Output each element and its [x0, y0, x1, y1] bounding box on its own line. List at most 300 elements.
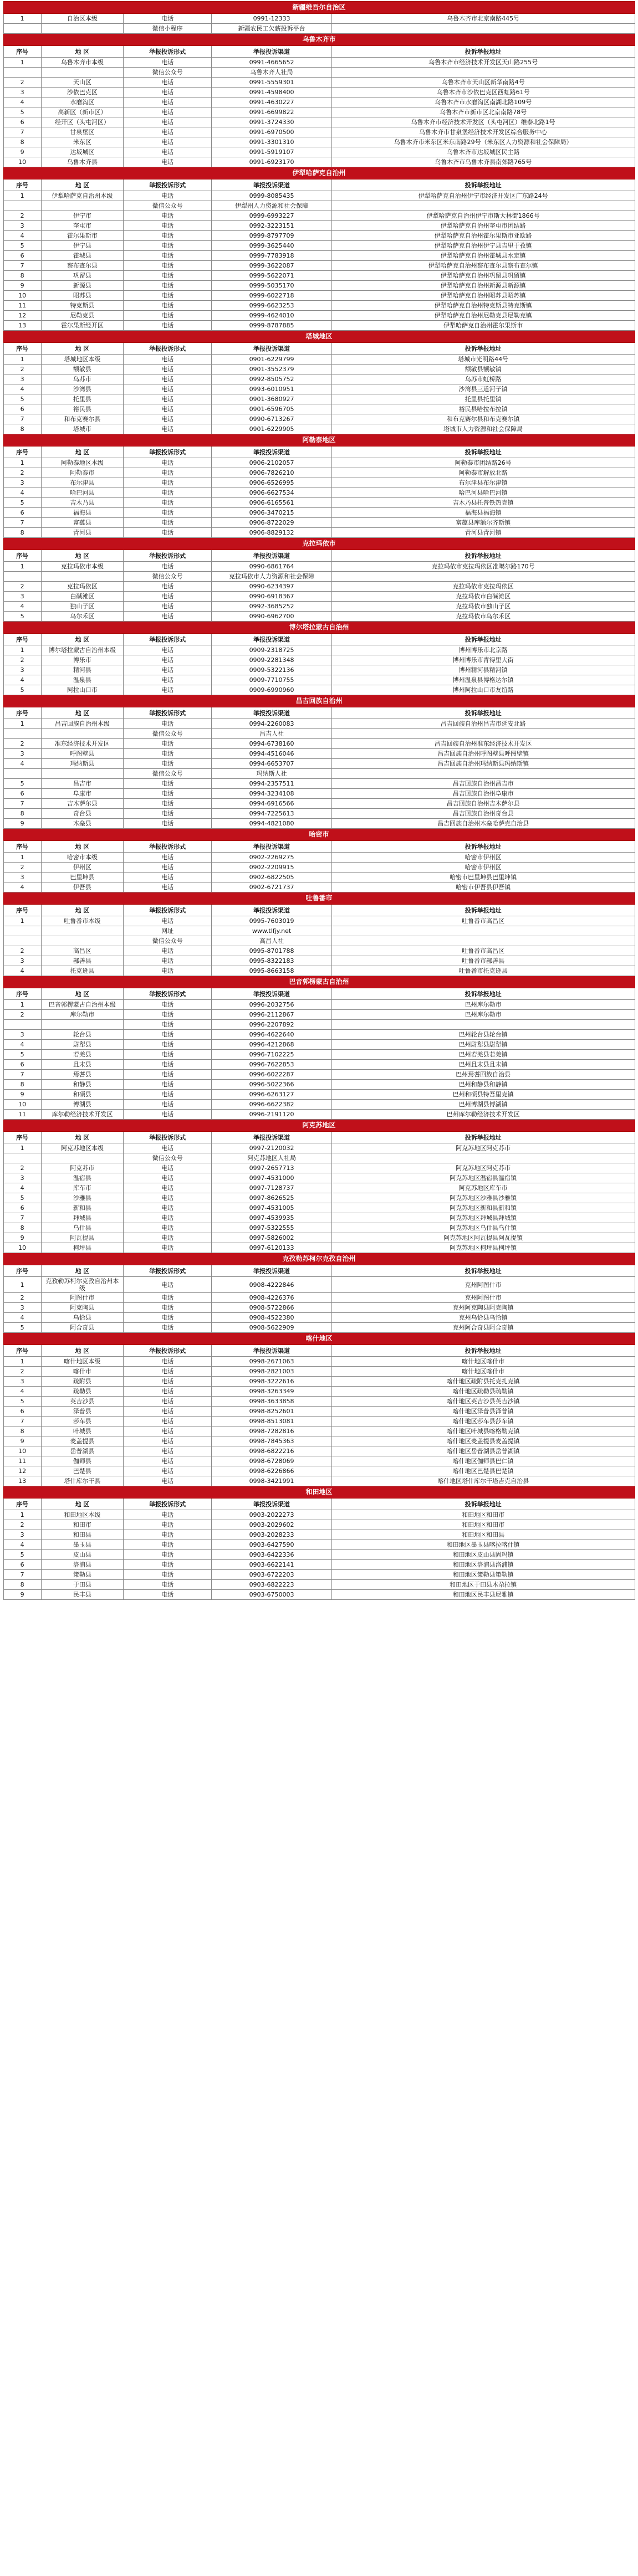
region-name-cell: 克拉玛依区: [41, 582, 123, 592]
channel-type-cell: 电话: [123, 1213, 211, 1223]
complaint-address-cell: 克州阿图什市: [331, 1293, 635, 1303]
table-row: [3, 321, 635, 331]
channel-value-cell: 0993-6010951: [212, 384, 331, 394]
region-name-cell: 喀什地区本级: [41, 1357, 123, 1367]
header-row: [3, 1132, 635, 1143]
column-header-region-name: 地 区: [41, 1345, 123, 1357]
channel-type-cell: 电话: [123, 1010, 211, 1020]
row-number-cell: 8: [3, 1426, 41, 1436]
channel-value-cell: 0999-5035170: [212, 281, 331, 291]
complaint-address-cell: 阿克苏地区乌什县乌什镇: [331, 1223, 635, 1233]
channel-type-cell: 电话: [123, 1520, 211, 1530]
table-row: [3, 1040, 635, 1050]
region-name-cell: 博乐市: [41, 655, 123, 665]
row-number-cell: 6: [3, 117, 41, 127]
table-row: [3, 582, 635, 592]
region-name-cell: 新和县: [41, 1203, 123, 1213]
complaint-address-cell: 和田地区洛浦县洛浦镇: [331, 1560, 635, 1570]
complaint-address-cell: 哈密市巴里坤县巴里坤镇: [331, 873, 635, 882]
channel-type-cell: 电话: [123, 592, 211, 602]
channel-type-cell: 电话: [123, 739, 211, 749]
channel-value-cell: 0991-3724330: [212, 117, 331, 127]
channel-type-cell: 电话: [123, 1387, 211, 1397]
channel-value-cell: 0998-3263349: [212, 1387, 331, 1397]
channel-type-cell: 电话: [123, 1397, 211, 1407]
region-name-cell: 和田县: [41, 1530, 123, 1540]
table-row: [3, 107, 635, 117]
column-header-channel-value: 举报投诉渠道: [212, 179, 331, 191]
channel-type-cell: 电话: [123, 863, 211, 873]
header-row: [3, 841, 635, 853]
channel-type-cell: 电话: [123, 251, 211, 261]
region-name-cell: 阿瓦提县: [41, 1233, 123, 1243]
region-name-cell: 泽普县: [41, 1407, 123, 1417]
table-row: [3, 127, 635, 137]
column-header-channel-value: 举报投诉渠道: [212, 1345, 331, 1357]
complaint-address-cell: 昌吉回族自治州木垒哈萨克自治县: [331, 819, 635, 829]
row-number-cell: 2: [3, 1520, 41, 1530]
channel-type-cell: 电话: [123, 582, 211, 592]
channel-type-cell: 电话: [123, 88, 211, 98]
complaint-address-cell: 昌吉回族自治州准东经济技术开发区: [331, 739, 635, 749]
region-name-cell: [41, 68, 123, 78]
channel-type-cell: 电话: [123, 759, 211, 769]
row-number-cell: 10: [3, 1243, 41, 1253]
channel-type-cell: 电话: [123, 1466, 211, 1476]
row-number-cell: 3: [3, 88, 41, 98]
channel-type-cell: 电话: [123, 1030, 211, 1040]
channel-value-cell: 0995-7603019: [212, 916, 331, 926]
table-row: [3, 374, 635, 384]
column-header-region-name: 地 区: [41, 988, 123, 1000]
table-row: [3, 572, 635, 582]
region-name-cell: 阿勒泰市: [41, 468, 123, 478]
column-header-region-name: 地 区: [41, 1499, 123, 1510]
region-name-cell: 岳普湖县: [41, 1446, 123, 1456]
channel-value-cell: 0996-2032756: [212, 1000, 331, 1010]
complaint-address-cell: 阿克苏地区拜城县拜城镇: [331, 1213, 635, 1223]
region-name-cell: 高新区（新市区）: [41, 107, 123, 117]
row-number-cell: 10: [3, 291, 41, 301]
header-row: [3, 343, 635, 355]
region-name-cell: 阿拉山口市: [41, 685, 123, 695]
channel-type-cell: 电话: [123, 365, 211, 374]
channel-type-cell: 电话: [123, 221, 211, 231]
region-name-cell: 自治区本级: [41, 14, 123, 24]
table-row: [3, 655, 635, 665]
channel-value-cell: 0906-3470215: [212, 508, 331, 518]
channel-type-cell: 电话: [123, 562, 211, 572]
channel-type-cell: 电话: [123, 127, 211, 137]
row-number-cell: 2: [3, 1293, 41, 1303]
table-row: [3, 301, 635, 311]
table-row: [3, 592, 635, 602]
complaint-address-cell: 乌鲁木齐市新市区北京南路78号: [331, 107, 635, 117]
section-title-row: [3, 538, 635, 550]
header-row: [3, 988, 635, 1000]
complaint-address-cell: 青河县青河镇: [331, 528, 635, 538]
complaint-address-cell: 阿克苏地区温宿县温宿镇: [331, 1173, 635, 1183]
header-row: [3, 1499, 635, 1510]
region-name-cell: 高昌区: [41, 946, 123, 956]
region-name-cell: 喀什市: [41, 1367, 123, 1377]
region-name-cell: 霍尔果斯市: [41, 231, 123, 241]
row-number-cell: 2: [3, 863, 41, 873]
channel-type-cell: 电话: [123, 956, 211, 966]
row-number-cell: 2: [3, 1010, 41, 1020]
column-header-channel-value: 举报投诉渠道: [212, 1499, 331, 1510]
row-number-cell: 7: [3, 518, 41, 528]
header-row: [3, 179, 635, 191]
channel-value-cell: 0994-6738160: [212, 739, 331, 749]
region-name-cell: 哈巴河县: [41, 488, 123, 498]
region-name-cell: 玛纳斯县: [41, 759, 123, 769]
complaint-address-cell: 阿克苏地区新和县新和镇: [331, 1203, 635, 1213]
region-name-cell: 阿图什市: [41, 1293, 123, 1303]
channel-value-cell: 0998-7845363: [212, 1436, 331, 1446]
channel-value-cell: 0908-5722866: [212, 1303, 331, 1313]
section-title-row: [3, 976, 635, 988]
row-number-cell: 1: [3, 1000, 41, 1010]
table-row: [3, 1560, 635, 1570]
section-title-row: [3, 34, 635, 46]
channel-value-cell: 0997-4531000: [212, 1173, 331, 1183]
channel-type-cell: 电话: [123, 191, 211, 201]
channel-type-cell: 电话: [123, 779, 211, 789]
column-header-row-number: 序号: [3, 634, 41, 645]
channel-value-cell: 0991-4630227: [212, 98, 331, 107]
channel-type-cell: 电话: [123, 1426, 211, 1436]
complaint-address-cell: 伊犁哈萨克自治州伊宁市斯大林街1866号: [331, 211, 635, 221]
channel-value-cell: 0995-8663158: [212, 966, 331, 976]
region-name-cell: 额敏县: [41, 365, 123, 374]
region-name-cell: [41, 926, 123, 936]
channel-type-cell: 电话: [123, 1436, 211, 1446]
column-header-channel-type: 举报投诉形式: [123, 1265, 211, 1277]
row-number-cell: 6: [3, 1203, 41, 1213]
section-title: 阿克苏地区: [3, 1120, 635, 1132]
row-number-cell: 1: [3, 1357, 41, 1367]
complaint-address-cell: 博州阿拉山口市友谊路: [331, 685, 635, 695]
region-name-cell: 伊宁县: [41, 241, 123, 251]
row-number-cell: 5: [3, 1397, 41, 1407]
row-number-cell: 7: [3, 261, 41, 271]
region-name-cell: 克孜勒苏柯尔克孜自治州本级: [41, 1277, 123, 1293]
complaint-channels-table: [3, 1, 635, 1600]
table-row: [3, 946, 635, 956]
row-number-cell: 3: [3, 374, 41, 384]
region-name-cell: 于田县: [41, 1580, 123, 1590]
table-row: [3, 291, 635, 301]
table-row: [3, 221, 635, 231]
complaint-address-cell: [331, 572, 635, 582]
complaint-address-cell: 喀什地区莎车县莎车镇: [331, 1417, 635, 1426]
table-row: [3, 1000, 635, 1010]
section-title-row: [3, 167, 635, 179]
region-name-cell: 吉木乃县: [41, 498, 123, 508]
region-name-cell: 乌鲁木齐县: [41, 157, 123, 167]
channel-value-cell: 0996-5022366: [212, 1080, 331, 1090]
row-number-cell: 9: [3, 281, 41, 291]
complaint-address-cell: 吐鲁番市鄯善县: [331, 956, 635, 966]
table-row: [3, 211, 635, 221]
complaint-address-cell: 福海县福海镇: [331, 508, 635, 518]
channel-type-cell: 电话: [123, 157, 211, 167]
row-number-cell: 2: [3, 739, 41, 749]
row-number-cell: [3, 769, 41, 779]
column-header-channel-type: 举报投诉形式: [123, 447, 211, 458]
complaint-address-cell: 博州精河县精河镇: [331, 665, 635, 675]
channel-value-cell: 0997-5322555: [212, 1223, 331, 1233]
row-number-cell: 10: [3, 1446, 41, 1456]
table-row: [3, 1277, 635, 1293]
column-header-channel-value: 举报投诉渠道: [212, 343, 331, 355]
complaint-address-cell: 伊犁哈萨克自治州霍尔果斯市亚欧路: [331, 231, 635, 241]
column-header-channel-value: 举报投诉渠道: [212, 707, 331, 719]
table-row: [3, 1050, 635, 1060]
row-number-cell: 1: [3, 853, 41, 863]
channel-value-cell: 0991-5559301: [212, 78, 331, 88]
header-row: [3, 707, 635, 719]
complaint-address-cell: 伊犁哈萨克自治州霍尔果斯市: [331, 321, 635, 331]
channel-value-cell: 0998-3421991: [212, 1476, 331, 1486]
channel-type-cell: 电话: [123, 468, 211, 478]
channel-type-cell: 电话: [123, 1456, 211, 1466]
section-title-row: [3, 1253, 635, 1265]
column-header-row-number: 序号: [3, 841, 41, 853]
channel-value-cell: 0906-8829132: [212, 528, 331, 538]
column-header-region-name: 地 区: [41, 179, 123, 191]
channel-value-cell: 0997-7128737: [212, 1183, 331, 1193]
row-number-cell: 1: [3, 1510, 41, 1520]
column-header-complaint-address: 投诉举报地址: [331, 634, 635, 645]
region-name-cell: 霍城县: [41, 251, 123, 261]
section-title-row: [3, 622, 635, 634]
region-name-cell: 若羌县: [41, 1050, 123, 1060]
table-row: [3, 1213, 635, 1223]
complaint-address-cell: 阿勒泰市团结路26号: [331, 458, 635, 468]
section-title: 乌鲁木齐市: [3, 34, 635, 46]
channel-type-cell: 电话: [123, 882, 211, 892]
region-name-cell: 裕民县: [41, 404, 123, 414]
channel-value-cell: 0999-6993227: [212, 211, 331, 221]
section-title: 巴音郭楞蒙古自治州: [3, 976, 635, 988]
region-name-cell: 特克斯县: [41, 301, 123, 311]
channel-value-cell: 昌吉人社: [212, 729, 331, 739]
channel-type-cell: 电话: [123, 1367, 211, 1377]
channel-type-cell: 电话: [123, 404, 211, 414]
column-header-channel-value: 举报投诉渠道: [212, 905, 331, 916]
region-name-cell: 乌尔禾区: [41, 612, 123, 622]
region-name-cell: 墨玉县: [41, 1540, 123, 1550]
column-header-channel-value: 举报投诉渠道: [212, 1132, 331, 1143]
section-title-row: [3, 829, 635, 841]
table-row: [3, 645, 635, 655]
complaint-address-cell: 额敏县额敏镇: [331, 365, 635, 374]
table-row: [3, 1293, 635, 1303]
column-header-channel-value: 举报投诉渠道: [212, 988, 331, 1000]
complaint-address-cell: 伊犁哈萨克自治州尼勒克县尼勒克镇: [331, 311, 635, 321]
channel-type-cell: 电话: [123, 853, 211, 863]
table-row: [3, 685, 635, 695]
channel-value-cell: 0994-3234108: [212, 789, 331, 799]
column-header-row-number: 序号: [3, 1499, 41, 1510]
header-row: [3, 905, 635, 916]
complaint-address-cell: 喀什地区麦盖提县麦盖提镇: [331, 1436, 635, 1446]
channel-type-cell: 电话: [123, 528, 211, 538]
channel-type-cell: 电话: [123, 374, 211, 384]
table-row: [3, 137, 635, 147]
row-number-cell: 1: [3, 562, 41, 572]
complaint-address-cell: 巴州若羌县若羌镇: [331, 1050, 635, 1060]
table-row: [3, 809, 635, 819]
section-title-row: [3, 434, 635, 447]
table-row: [3, 518, 635, 528]
complaint-address-cell: 乌鲁木齐市天山区新华南路4号: [331, 78, 635, 88]
row-number-cell: 3: [3, 1030, 41, 1040]
channel-type-cell: 网址: [123, 926, 211, 936]
region-name-cell: 莎车县: [41, 1417, 123, 1426]
region-name-cell: 库尔勒经济技术开发区: [41, 1110, 123, 1120]
region-name-cell: 托克逊县: [41, 966, 123, 976]
channel-type-cell: 电话: [123, 1050, 211, 1060]
channel-value-cell: 0901-6229799: [212, 355, 331, 365]
complaint-address-cell: 克州阿图什市: [331, 1277, 635, 1293]
row-number-cell: [3, 936, 41, 946]
complaint-address-cell: 托里县托里镇: [331, 394, 635, 404]
table-row: [3, 926, 635, 936]
channel-value-cell: 玛纳斯人社: [212, 769, 331, 779]
region-name-cell: [41, 201, 123, 211]
region-name-cell: 达坂城区: [41, 147, 123, 157]
row-number-cell: 10: [3, 157, 41, 167]
channel-type-cell: 电话: [123, 261, 211, 271]
region-name-cell: 阿克苏地区本级: [41, 1143, 123, 1153]
region-name-cell: 尼勒克县: [41, 311, 123, 321]
channel-value-cell: 0990-6234397: [212, 582, 331, 592]
row-number-cell: 4: [3, 1387, 41, 1397]
table-row: [3, 508, 635, 518]
table-row: [3, 1456, 635, 1466]
column-header-row-number: 序号: [3, 905, 41, 916]
complaint-address-cell: 喀什地区巴楚县巴楚镇: [331, 1466, 635, 1476]
channel-value-cell: 0998-6226866: [212, 1466, 331, 1476]
region-name-cell: 和田地区本级: [41, 1510, 123, 1520]
table-row: [3, 241, 635, 251]
complaint-address-cell: 喀什地区喀什市: [331, 1357, 635, 1367]
region-name-cell: 奇台县: [41, 809, 123, 819]
row-number-cell: 10: [3, 1100, 41, 1110]
channel-type-cell: 电话: [123, 1080, 211, 1090]
table-row: [3, 853, 635, 863]
region-name-cell: 温宿县: [41, 1173, 123, 1183]
region-name-cell: 精河县: [41, 665, 123, 675]
section-title: 伊犁哈萨克自治州: [3, 167, 635, 179]
row-number-cell: 7: [3, 414, 41, 424]
table-row: [3, 157, 635, 167]
channel-type-cell: 电话: [123, 685, 211, 695]
region-name-cell: 克拉玛依市本级: [41, 562, 123, 572]
table-row: [3, 88, 635, 98]
table-row: [3, 1323, 635, 1333]
region-name-cell: 伊犁哈萨克自治州本级: [41, 191, 123, 201]
table-row: [3, 1183, 635, 1193]
row-number-cell: 8: [3, 528, 41, 538]
section-title-row: [3, 1333, 635, 1345]
row-number-cell: 5: [3, 1050, 41, 1060]
channel-value-cell: 0999-3622087: [212, 261, 331, 271]
complaint-address-cell: [331, 926, 635, 936]
channel-type-cell: 电话: [123, 1540, 211, 1550]
region-name-cell: 英吉沙县: [41, 1397, 123, 1407]
row-number-cell: 2: [3, 946, 41, 956]
channel-type-cell: 电话: [123, 1223, 211, 1233]
column-header-complaint-address: 投诉举报地址: [331, 1265, 635, 1277]
channel-type-cell: 电话: [123, 602, 211, 612]
channel-value-cell: 0906-6165561: [212, 498, 331, 508]
channel-value-cell: 0901-6596705: [212, 404, 331, 414]
region-name-cell: 民丰县: [41, 1590, 123, 1600]
complaint-address-cell: 克拉玛依市独山子区: [331, 602, 635, 612]
channel-type-cell: 微信公众号: [123, 201, 211, 211]
channel-value-cell: 0908-4222846: [212, 1277, 331, 1293]
channel-type-cell: 电话: [123, 789, 211, 799]
column-header-complaint-address: 投诉举报地址: [331, 988, 635, 1000]
column-header-row-number: 序号: [3, 1345, 41, 1357]
complaint-address-cell: 昌吉回族自治州吉木萨尔县: [331, 799, 635, 809]
table-row: [3, 966, 635, 976]
table-row: [3, 68, 635, 78]
region-name-cell: 沙湾县: [41, 384, 123, 394]
region-name-cell: 阿克苏市: [41, 1163, 123, 1173]
complaint-address-cell: 阿克苏地区沙雅县沙雅镇: [331, 1193, 635, 1203]
channel-value-cell: 0990-6918367: [212, 592, 331, 602]
channel-value-cell: 0909-6990960: [212, 685, 331, 695]
row-number-cell: 3: [3, 478, 41, 488]
complaint-address-cell: 乌鲁木齐市北京南路445号: [331, 14, 635, 24]
header-row: [3, 634, 635, 645]
table-row: [3, 1313, 635, 1323]
row-number-cell: 4: [3, 1183, 41, 1193]
row-number-cell: 3: [3, 1173, 41, 1183]
complaint-address-cell: 巴州和静县和静镇: [331, 1080, 635, 1090]
channel-value-cell: 0999-8797709: [212, 231, 331, 241]
table-row: [3, 528, 635, 538]
complaint-address-cell: 塔城市人力资源和社会保障局: [331, 424, 635, 434]
row-number-cell: 1: [3, 14, 41, 24]
channel-value-cell: 0902-2269275: [212, 853, 331, 863]
table-row: [3, 271, 635, 281]
channel-type-cell: 微信公众号: [123, 68, 211, 78]
channel-value-cell: 0998-3633858: [212, 1397, 331, 1407]
row-number-cell: [3, 24, 41, 34]
row-number-cell: 4: [3, 488, 41, 498]
channel-value-cell: 克拉玛依市人力资源和社会保障: [212, 572, 331, 582]
row-number-cell: 1: [3, 355, 41, 365]
column-header-channel-type: 举报投诉形式: [123, 179, 211, 191]
channel-value-cell: 0995-8322183: [212, 956, 331, 966]
table-row: [3, 916, 635, 926]
channel-type-cell: 电话: [123, 819, 211, 829]
region-name-cell: [41, 24, 123, 34]
column-header-complaint-address: 投诉举报地址: [331, 707, 635, 719]
region-name-cell: 疏附县: [41, 1377, 123, 1387]
complaint-address-cell: 和布克赛尔县和布克赛尔镇: [331, 414, 635, 424]
region-name-cell: 水磨沟区: [41, 98, 123, 107]
table-row: [3, 1377, 635, 1387]
row-number-cell: 9: [3, 1436, 41, 1446]
table-row: [3, 14, 635, 24]
